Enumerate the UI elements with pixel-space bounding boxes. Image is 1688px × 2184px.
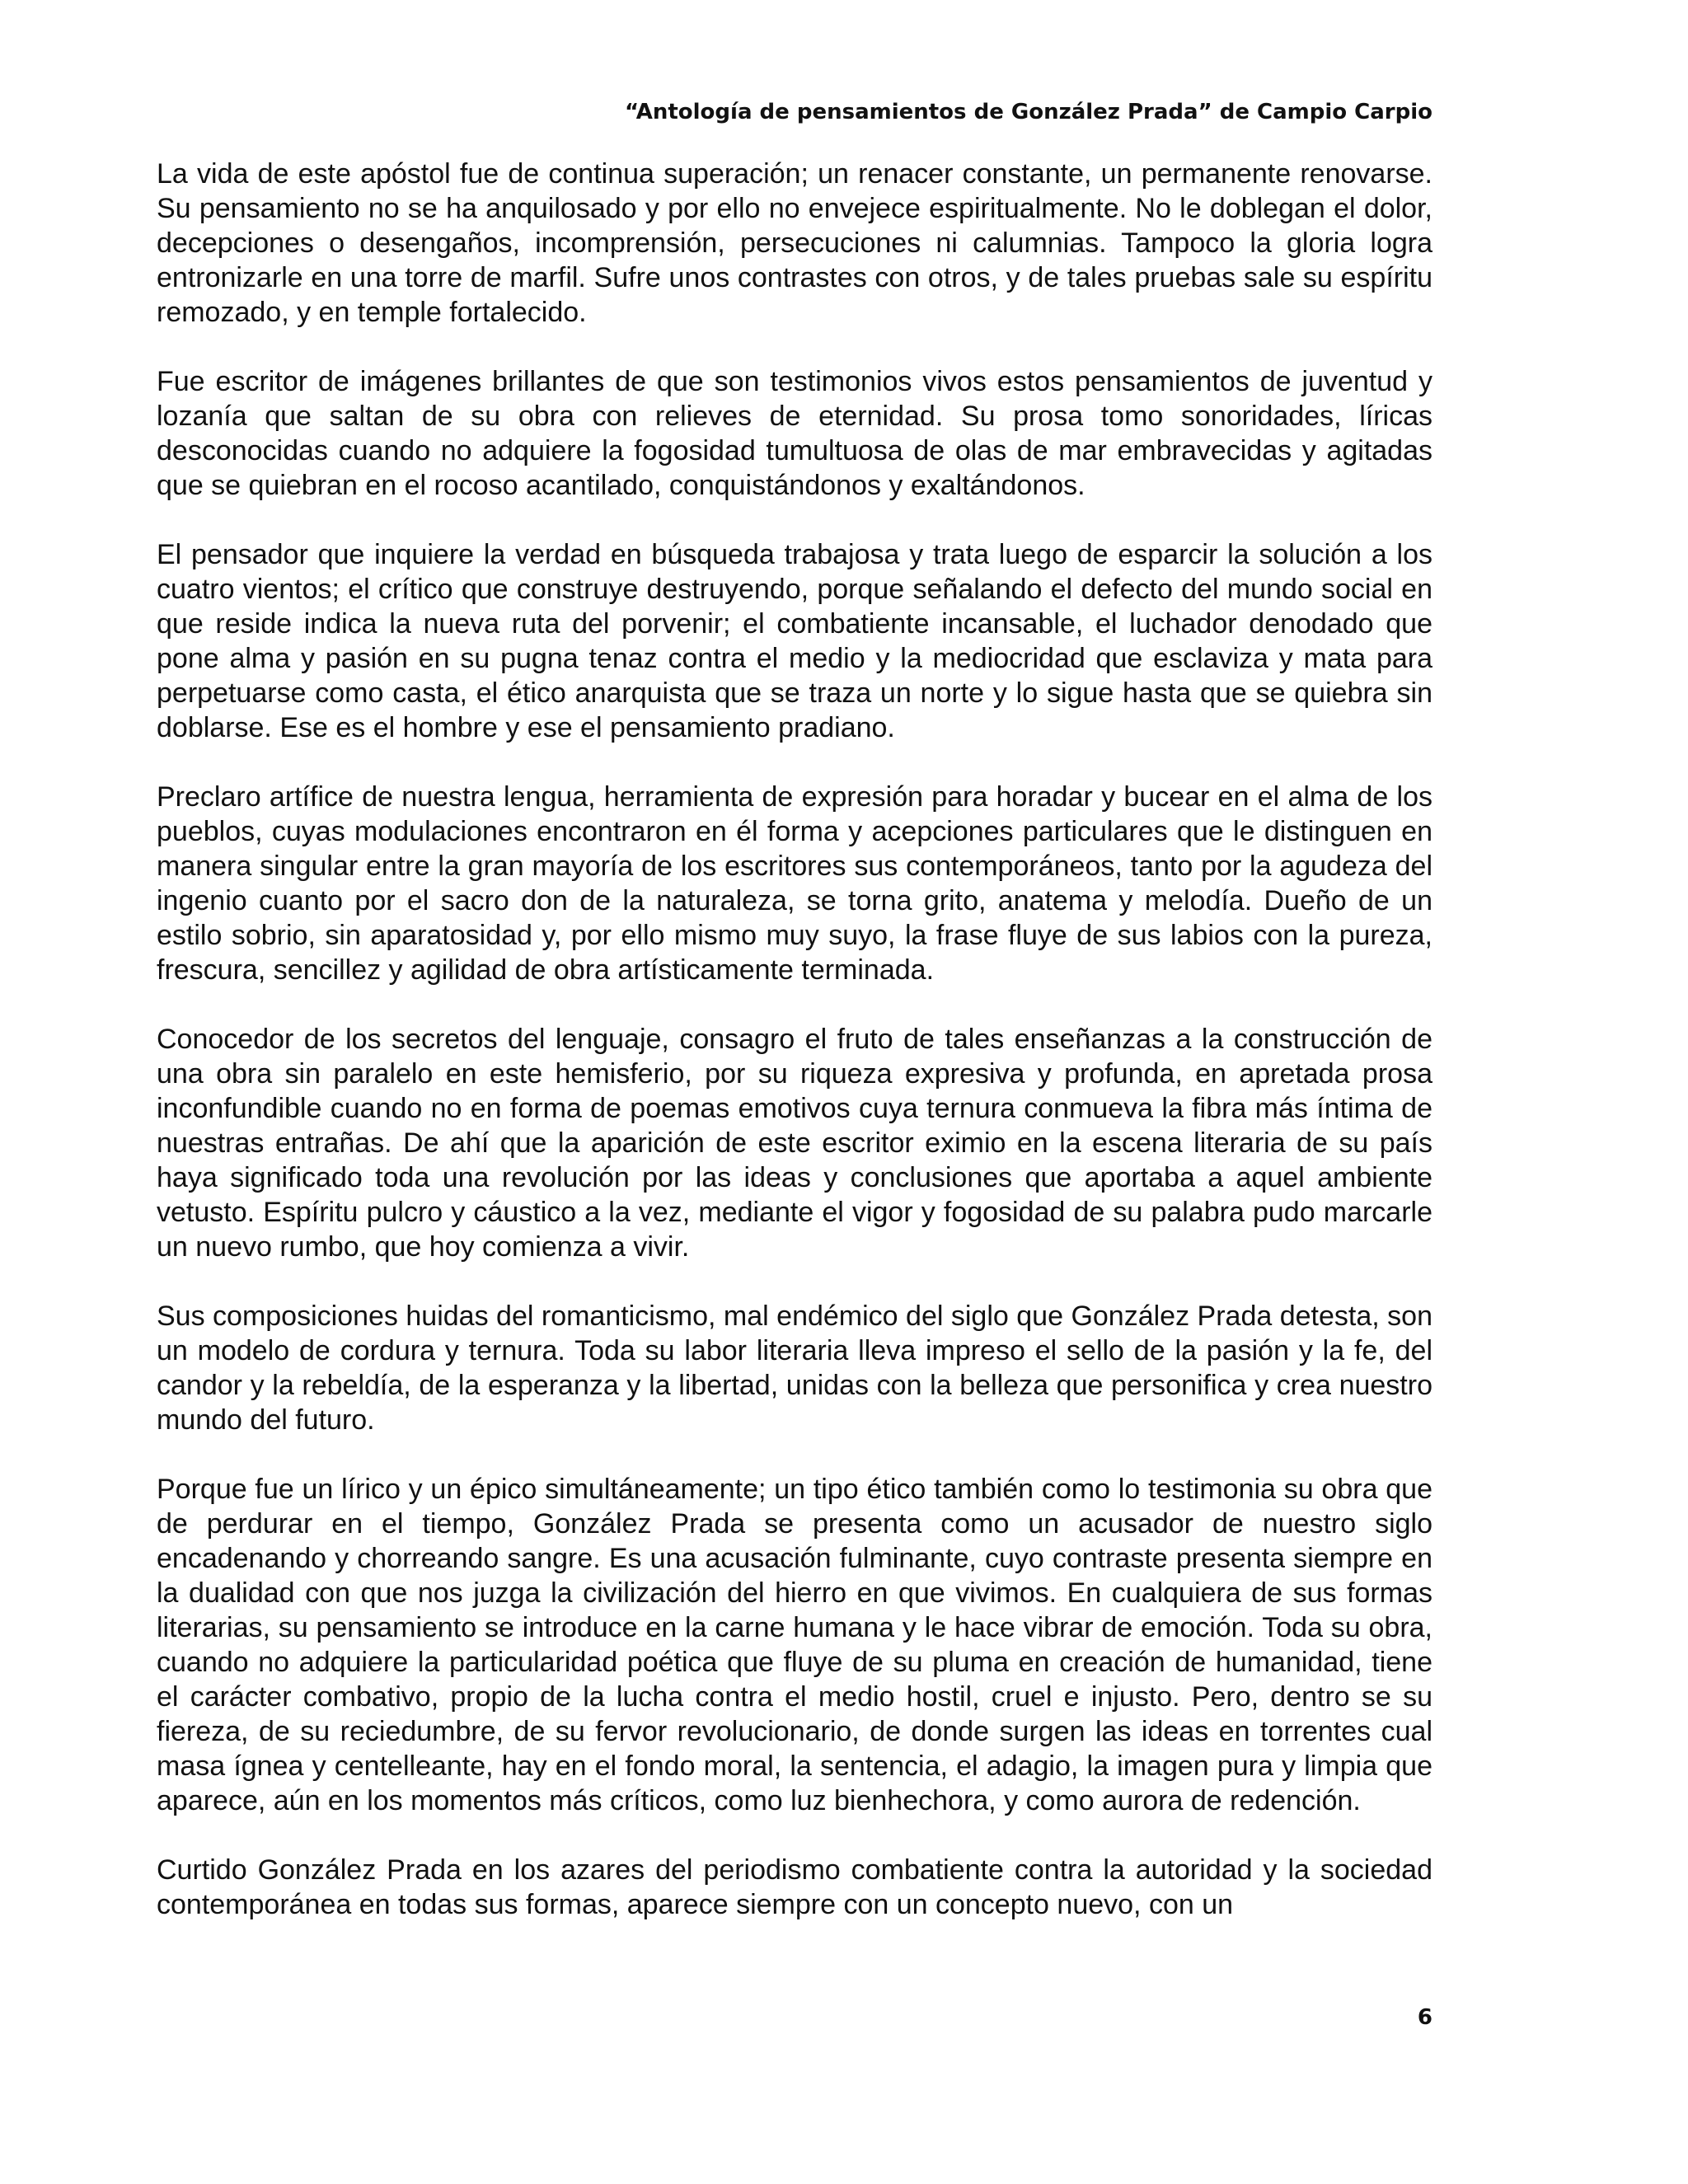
paragraph: Sus composiciones huidas del romanticismo, mal endémico del siglo que González Prada detesta, son un modelo de cordura y ternura. Toda su labor literaria lleva impreso el sello de la pasión y la fe, del candor y la rebeldía, de la esperanza y la libertad, unidas con la belleza que personifica y crea nuestro mundo del futuro. bbox=[157, 1301, 1432, 1436]
paragraph: Conocedor de los secretos del lenguaje, consagro el fruto de tales enseñanzas a la construcción de una obra sin paralelo en este hemisferio, por su riqueza expresiva y profunda, en apretada prosa inconfundible cuando no en forma de poemas emotivos cuya ternura conmueva la fibra más íntima de nuestras entrañas. De ahí que la aparición de este escritor eximio en la escena literaria de su país haya significado toda una revolución por las ideas y conclusiones que aportaba a aquel ambiente vetusto. Espíritu pulcro y cáustico a la vez, mediante el vigor y fogosidad de su palabra pudo marcarle un nuevo rumbo, que hoy comienza a vivir. bbox=[157, 1024, 1432, 1263]
paragraph: El pensador que inquiere la verdad en búsqueda trabajosa y trata luego de esparcir la solución a los cuatro vientos; el crítico que construye destruyendo, porque señalando el defecto del mundo social en que reside indica la nueva ruta del porvenir; el combatiente incansable, el luchador denodado que pone alma y pasión en su pugna tenaz contra el medio y la mediocridad que esclaviza y mata para perpetuarse como casta, el ético anarquista que se traza un norte y lo sigue hasta que se quiebra sin doblarse. Ese es el hombre y ese el pensamiento pradiano. bbox=[157, 539, 1432, 743]
paragraph: Fue escritor de imágenes brillantes de que son testimonios vivos estos pensamientos de juventud y lozanía que saltan de su obra con relieves de eternidad. Su prosa tomo sonoridades, líricas desconocidas cuando no adquiere la fogosidad tumultuosa de olas de mar embravecidas y agitadas que se quiebran en el rocoso acantilado, conquistándonos y exaltándonos. bbox=[157, 366, 1432, 501]
paragraph: Curtido González Prada en los azares del periodismo combatiente contra la autoridad y la sociedad contemporánea en todas sus formas, aparece siempre con un concepto nuevo, con un bbox=[157, 1854, 1432, 1920]
paragraph: La vida de este apóstol fue de continua superación; un renacer constante, un permanente renovarse. Su pensamiento no se ha anquilosado y por ello no envejece espiritualmente. No le doblegan el dolor, decepciones o desengaños, incomprensión, persecuciones ni calumnias. Tampoco la gloria logra entronizarle en una torre de marfil. Sufre unos contrastes con otros, y de tales pruebas sale su espíritu remozado, y en temple fortalecido. bbox=[157, 158, 1432, 328]
body-text bbox=[157, 157, 1432, 1957]
paragraph: Preclaro artífice de nuestra lengua, herramienta de expresión para horadar y bucear en el alma de los pueblos, cuyas modulaciones encontraron en él forma y acepciones particulares que le distinguen en manera singular entre la gran mayoría de los escritores sus contemporáneos, tanto por la agudeza del ingenio cuanto por el sacro don de la naturaleza, se torna grito, anatema y melodía. Dueño de un estilo sobrio, sin aparatosidad y, por ello mismo muy suyo, la frase fluye de sus labios con la pureza, frescura, sencillez y agilidad de obra artísticamente terminada. bbox=[157, 781, 1432, 986]
running-header: “Antología de pensamientos de González Prada” de Campio Carpio bbox=[624, 100, 1432, 124]
paragraph: Porque fue un lírico y un épico simultáneamente; un tipo ético también como lo testimonia su obra que de perdurar en el tiempo, González Prada se presenta como un acusador de nuestro siglo encadenando y chorreando sangre. Es una acusación fulminante, cuyo contraste presenta siempre en la dualidad con que nos juzga la civilización del hierro en que vivimos. En cualquiera de sus formas literarias, su pensamiento se introduce en la carne humana y le hace vibrar de emoción. Toda su obra, cuando no adquiere la particularidad poética que fluye de su pluma en creación de humanidad, tiene el carácter combativo, propio de la lucha contra el medio hostil, cruel e injusto. Pero, dentro se su fiereza, de su reciedumbre, de su fervor revolucionario, de donde surgen las ideas en torrentes cual masa ígnea y centelleante, hay en el fondo moral, la sentencia, el adagio, la imagen pura y limpia que aparece, aún en los momentos más críticos, como luz bienhechora, y como aurora de redención. bbox=[157, 1474, 1432, 1816]
page-number: 6 bbox=[1417, 2005, 1432, 2030]
